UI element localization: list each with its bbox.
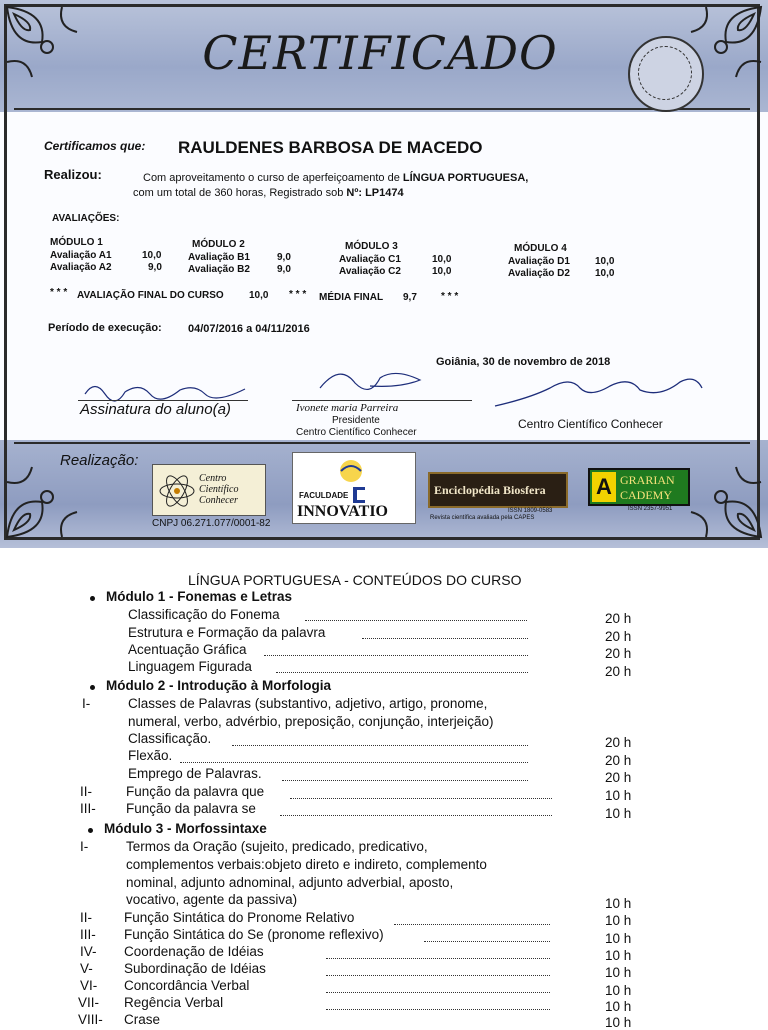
eval-a2-label: Avaliação A2 — [50, 262, 112, 273]
list-item: complementos verbais:objeto direto e indireto, complemento — [126, 857, 487, 872]
final-eval-value: 10,0 — [249, 290, 269, 301]
certificate-title: CERTIFICADO — [202, 26, 558, 80]
hours: 10 h — [605, 931, 632, 946]
list-item: Função Sintática do Se (pronome reflexivo) — [124, 927, 384, 942]
module-3-heading: Módulo 3 - Morfossintaxe — [104, 821, 267, 836]
dot-leader — [326, 1009, 550, 1010]
module-2-title: MÓDULO 2 — [192, 239, 245, 250]
eval-a2-grade: 9,0 — [148, 262, 162, 273]
list-item: Emprego de Palavras. — [128, 766, 262, 781]
president-name: Ivonete maria Parreira — [296, 402, 399, 414]
roman-numeral: VIII- — [78, 1012, 103, 1027]
hours: 20 h — [605, 735, 632, 750]
president-role: Presidente — [332, 415, 380, 426]
list-item: Função da palavra que — [126, 784, 265, 799]
roman-numeral: I- — [80, 839, 89, 854]
eval-c1-label: Avaliação C1 — [339, 254, 401, 265]
roman-numeral: IV- — [80, 944, 97, 959]
course-line-2: com um total de 360 horas, Registrado sob Nº: LP1474 — [133, 187, 404, 199]
list-item: Subordinação de Idéias — [124, 961, 266, 976]
eval-c1-grade: 10,0 — [432, 254, 452, 265]
hours: 20 h — [605, 753, 632, 768]
module-1-heading: Módulo 1 - Fonemas e Letras — [106, 589, 293, 604]
hours: 10 h — [605, 913, 632, 928]
module-2-heading: Módulo 2 - Introdução à Morfologia — [106, 678, 331, 693]
hours: 20 h — [605, 770, 632, 785]
final-eval-label: AVALIAÇÃO FINAL DO CURSO — [77, 290, 224, 301]
lightbulb-icon — [333, 457, 369, 489]
roman-numeral: I- — [82, 696, 91, 711]
president-signature-icon — [310, 358, 450, 402]
organization-signature-label: Centro Científico Conhecer — [518, 417, 663, 431]
logo-centro-cientifico: Centro Científico Conhecer — [152, 464, 266, 516]
final-stars: * * * — [441, 291, 459, 302]
logo-enciclopedia-biosfera: Enciclopédia Biosfera — [428, 472, 568, 508]
dot-leader — [290, 798, 552, 799]
logo3-caption: Revista científica avaliada pela CAPES — [430, 515, 535, 521]
list-item: numeral, verbo, advérbio, preposição, conjunção, interjeição) — [128, 714, 494, 729]
dot-leader — [326, 975, 550, 976]
eval-d1-label: Avaliação D1 — [508, 256, 570, 267]
list-item: Acentuação Gráfica — [128, 642, 247, 657]
dot-leader — [264, 655, 528, 656]
logo3-issn: ISSN 1809-0583 — [508, 508, 553, 514]
ornament-corner-icon — [2, 2, 92, 92]
roman-numeral: III- — [80, 927, 96, 942]
list-item: Classes de Palavras (substantivo, adjetivo, artigo, pronome, — [128, 696, 488, 711]
dot-leader — [276, 672, 528, 673]
eval-d2-label: Avaliação D2 — [508, 268, 570, 279]
eval-a1-label: Avaliação A1 — [50, 250, 112, 261]
realization-label: Realização: — [60, 452, 139, 469]
hours: 10 h — [605, 788, 632, 803]
eval-c2-label: Avaliação C2 — [339, 266, 401, 277]
list-item: Função da palavra se — [126, 801, 256, 816]
dot-leader — [180, 762, 528, 763]
list-item: Linguagem Figurada — [128, 659, 252, 674]
hours: 10 h — [605, 1015, 632, 1030]
list-item: Termos da Oração (sujeito, predicado, predicativo, — [126, 839, 428, 854]
dot-leader — [326, 958, 550, 959]
hours: 20 h — [605, 611, 632, 626]
contents-title: LÍNGUA PORTUGUESA - CONTEÚDOS DO CURSO — [188, 572, 522, 588]
roman-numeral: II- — [80, 784, 92, 799]
eval-d1-grade: 10,0 — [595, 256, 615, 267]
logo-innovatio: FACULDADE INNOVATIO — [292, 452, 416, 524]
hours: 20 h — [605, 664, 632, 679]
dot-leader — [394, 924, 550, 925]
list-item: Coordenação de Idéias — [124, 944, 264, 959]
list-item: nominal, adjunto adnominal, adjunto adverbial, aposto, — [126, 875, 454, 890]
hours: 10 h — [605, 983, 632, 998]
atom-icon — [157, 471, 197, 511]
hours: 20 h — [605, 646, 632, 661]
roman-numeral: VII- — [78, 995, 100, 1010]
period-value: 04/07/2016 a 04/11/2016 — [188, 323, 310, 335]
mean-label: MÉDIA FINAL — [319, 292, 384, 303]
eval-b1-label: Avaliação B1 — [188, 252, 250, 263]
list-item: Flexão. — [128, 748, 173, 763]
evaluations-label: AVALIAÇÕES: — [52, 213, 120, 224]
final-stars: * * * — [289, 289, 307, 300]
roman-numeral: II- — [80, 910, 92, 925]
roman-numeral: VI- — [80, 978, 98, 993]
mean-value: 9,7 — [403, 292, 417, 303]
dot-leader — [305, 620, 527, 621]
organization-signature-icon — [490, 368, 710, 412]
eval-a1-grade: 10,0 — [142, 250, 162, 261]
bullet-icon — [90, 685, 95, 690]
realized-label: Realizou: — [44, 167, 102, 182]
module-3-title: MÓDULO 3 — [345, 241, 398, 252]
dot-leader — [282, 780, 528, 781]
student-signature-label: Assinatura do aluno(a) — [80, 401, 231, 418]
certify-label: Certificamos que: — [44, 139, 146, 153]
eval-b2-grade: 9,0 — [277, 264, 291, 275]
student-name: RAULDENES BARBOSA DE MACEDO — [178, 138, 483, 157]
dot-leader — [424, 941, 550, 942]
hours: 10 h — [605, 948, 632, 963]
president-org: Centro Científico Conhecer — [296, 427, 417, 438]
eval-b2-label: Avaliação B2 — [188, 264, 250, 275]
course-line-1: Com aproveitamento o curso de aperfeiçoamento de LÍNGUA PORTUGUESA, — [143, 172, 529, 184]
hours: 10 h — [605, 965, 632, 980]
roman-numeral: V- — [80, 961, 93, 976]
period-label: Período de execução: — [48, 322, 162, 334]
hours: 10 h — [605, 806, 632, 821]
hours: 20 h — [605, 629, 632, 644]
dot-leader — [362, 638, 528, 639]
logo4-issn: ISSN 2357-9951 — [628, 506, 673, 512]
signature-line — [292, 400, 472, 401]
cnpj: CNPJ 06.271.077/0001-82 — [152, 518, 271, 529]
roman-numeral: III- — [80, 801, 96, 816]
dot-leader — [232, 745, 528, 746]
eval-c2-grade: 10,0 — [432, 266, 452, 277]
list-item: Regência Verbal — [124, 995, 224, 1010]
dot-leader — [326, 992, 550, 993]
list-item: vocativo, agente da passiva) — [126, 892, 298, 907]
bullet-icon — [90, 596, 95, 601]
module-4-title: MÓDULO 4 — [514, 243, 567, 254]
hours: 10 h — [605, 999, 632, 1014]
eval-b1-grade: 9,0 — [277, 252, 291, 263]
list-item: Classificação. — [128, 731, 212, 746]
dot-leader — [280, 815, 552, 816]
list-item: Função Sintática do Pronome Relativo — [124, 910, 355, 925]
list-item: Classificação do Fonema — [128, 607, 280, 622]
seal-icon — [628, 36, 704, 112]
logo-agrarian-academy: A GRARIAN CADEMY — [588, 468, 690, 506]
final-stars: * * * — [50, 287, 68, 298]
list-item: Concordância Verbal — [124, 978, 250, 993]
list-item: Estrutura e Formação da palavra — [128, 625, 326, 640]
place-date: Goiânia, 30 de novembro de 2018 — [436, 356, 611, 368]
bullet-icon — [88, 828, 93, 833]
eval-d2-grade: 10,0 — [595, 268, 615, 279]
module-1-title: MÓDULO 1 — [50, 237, 103, 248]
hours: 10 h — [605, 896, 632, 911]
list-item: Crase — [124, 1012, 161, 1027]
